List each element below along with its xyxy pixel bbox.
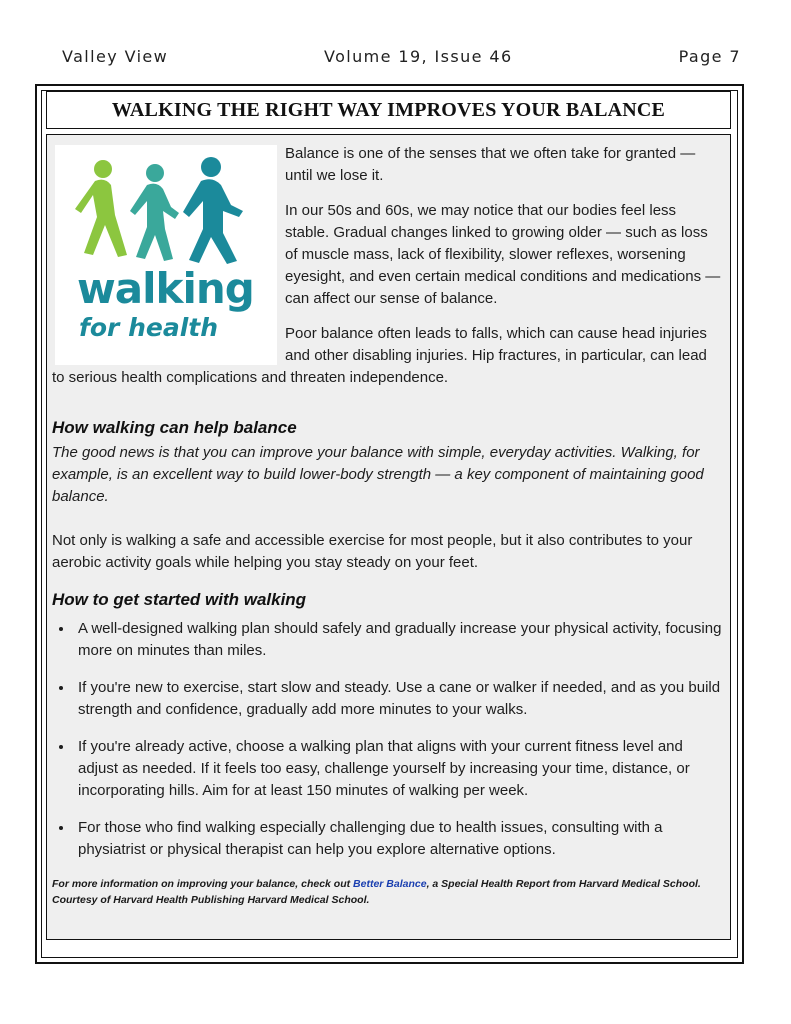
section-paragraph: Not only is walking a safe and accessible exercise for most people, but it also contributes to your aerobic activity goals while helping you stay steady on your feet. bbox=[52, 532, 693, 571]
intro-paragraph: In our 50s and 60s, we may notice that our bodies feel less stable. Gradual changes linked to growing older — such as loss of muscle mass, lack of flexibility, slower reflexes, worsening eyesight, and even certain medical conditions and medications — can affect our sense of balance. bbox=[285, 202, 721, 307]
list-item: • If you're already active, choose a walking plan that aligns with your current fitness level and adjust as needed. If it feels too easy, challenge yourself by increasing your time, distance, or incorporating hills. Aim for at least 150 minutes of walking per week. bbox=[74, 736, 722, 802]
list-item: • A well-designed walking plan should safely and gradually increase your physical activity, focusing more on minutes than miles. bbox=[74, 618, 722, 662]
better-balance-link[interactable]: Better Balance bbox=[353, 878, 427, 890]
list-item: • If you're new to exercise, start slow and steady. Use a cane or walker if needed, and as you build strength and confidence, gradually add more minutes to your walks. bbox=[74, 677, 722, 721]
source-note-suffix: , a Special Health Report from Harvard Medical School. Courtesy of Harvard Health Publishing Harvard Medical School. bbox=[52, 878, 701, 906]
intro-paragraph: Poor balance often leads to falls, which can cause head injuries and other disabling injuries. Hip fractures, in particular, can lead to serious health complications and threaten independence. bbox=[52, 325, 707, 386]
article-body bbox=[46, 134, 731, 940]
section-italic-paragraph: The good news is that you can improve your balance with simple, everyday activities. Walking, for example, is an excellent way to build lower-body strength — a key component of maintaining good balance. bbox=[52, 444, 704, 505]
article-title: WALKING THE RIGHT WAY IMPROVES YOUR BALANCE bbox=[46, 91, 731, 129]
section-heading-get-started: How to get started with walking bbox=[52, 590, 307, 609]
tips-list bbox=[52, 618, 722, 861]
list-item: • For those who find walking especially challenging due to health issues, consulting with a physiatrist or physical therapist can help you explore alternative options. bbox=[74, 817, 722, 861]
source-note bbox=[52, 876, 722, 908]
source-note-prefix: For more information on improving your balance, check out bbox=[52, 878, 354, 890]
issue-label: Volume 19, Issue 46 bbox=[324, 47, 513, 66]
logo-text-walking: walking bbox=[77, 264, 254, 313]
newsletter-name: Valley View bbox=[62, 47, 169, 66]
page-number: Page 7 bbox=[678, 47, 741, 66]
logo-text-for-health: for health bbox=[79, 313, 219, 342]
page-header bbox=[62, 47, 741, 69]
section-heading-walking-helps: How walking can help balance bbox=[52, 418, 297, 437]
intro-paragraph: Balance is one of the senses that we often take for granted — until we lose it. bbox=[285, 145, 696, 184]
walking-for-health-logo bbox=[55, 145, 277, 365]
walking-figures-icon bbox=[55, 145, 277, 270]
